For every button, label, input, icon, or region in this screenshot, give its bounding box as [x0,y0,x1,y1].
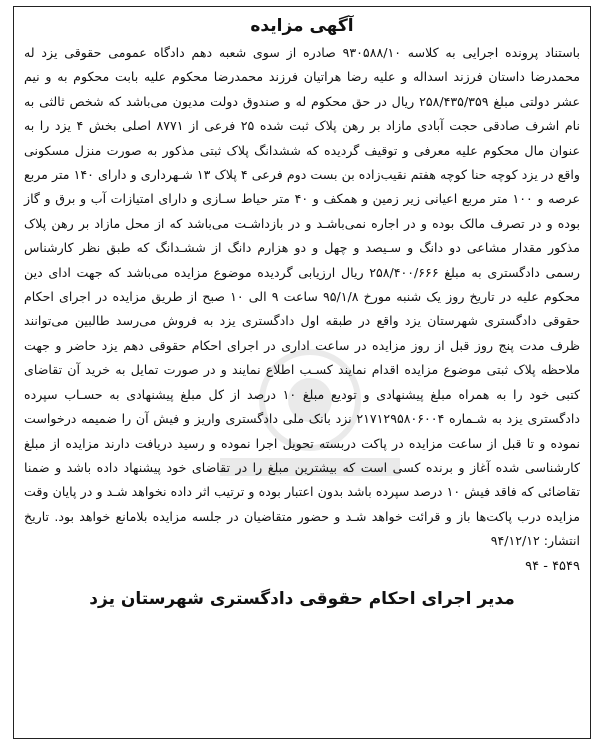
reference-number: ۴۵۴۹ - ۹۴ [525,558,580,574]
signature-line: مدیر اجرای احکام حقوقی دادگستری شهرستان یزد [89,588,515,609]
notice-body: باستناد پرونده اجرایی به کلاسه ۹۳۰۵۸۸/۱۰ صادره از سوی شعبه دهم دادگاه عمومی حقوقی یزد له محمدرضا داستان فرزند اسداله و علیه رضا هراتیان فرزند محمدرضا محکوم علیه بابت محکوم به و نیم عشر دولتی مبلغ ۲۵۸/۴۳۵/۳۵۹ ریال در حق محکوم له و صندوق دولت مدیون می‌باشد که شخص ثالثی به نام اشرف صادقی حجت آبادی مازاد بر رهن پلاک ثبت شده ۲۵ فرعی از ۸۷۷۱ اصلی بخش ۴ یزد را به عنوان مال محکوم علیه معرفی و توقیف گردیده که ششدانگ پلاک ثبتی مذکور به صورت منزل مسکونی واقع در یزد کوچه حنا کوچه هفتم نقیب‌زاده بن بست دوم فرعی ۴ پلاک ۱۳ شـهرداری و دارای ۱۴۰ متر مربع عرصه و ۱۰۰ متر مربع اعیانی زیر زمین و همکف و ۴۰ متر حیاط سـازی و دارای امتیازات آب و برق و گاز بوده و در تصرف مالک بوده و در اجاره نمی‌باشـد و در بازداشـت می‌باشد که از محل مازاد بر رهن پلاک مذکور مقدار مشاعی دو دانگ و سـیصد و چهل و دو هزارم دانگ از ششـدانگ که طبق نظر کارشناس رسمی دادگستری به مبلغ ۲۵۸/۴۰۰/۶۶۶ ریال ارزیابی گردیده موضوع مزایده می‌باشد که جهت ادای دین محکوم علیه در تاریخ روز یک شنبه مورخ ۹۵/۱/۸ ساعت ۹ الی ۱۰ صبح از طریق مزایده در اجرای احکام حقوقی دادگستری شهرستان یزد واقع در طبقه اول دادگستری یزد به فروش می‌رسد طالبین می‌توانند ظرف مدت پنج روز قبل از روز مزایده در ساعت اداری در اجرای احکام حقوقی دهم یزد حاضر و جهت ملاحظه پلاک ثبتی موضوع مزایده اقدام نمایند کسـب اطلاع نمایند و در صورت تمایل به خرید آن تقاضای کتبی خود را به همراه مبلغ پیشنهادی و تودیع مبلغ ۱۰ درصد از کل مبلغ پیشنهادی به حسـاب سپرده دادگستری یزد به شـماره ۲۱۷۱۲۹۵۸۰۶۰۰۴ نزد بانک ملی دادگستری واریز و فیش آن را ضمیمه درخواست نموده و تا قبل از ساعت مزایده در پاکت دربسته تحویل اجرا نموده و رسید دریافت دارند مزایده از مبلغ کارشناسی شده آغاز و برنده کسی است که بیشترین مبلغ را در تقاضای خود پیشنهاد داده باشد و ضمنا تقاضائی که فاقد فیش ۱۰ درصد سپرده باشد بدون اعتبار بوده و ترتیب اثر داده نخواهد شـد و در پایان وقت مزایده درب پاکت‌ها باز و قرائت خواهد شـد و حضور متقاضیان در جلسه مزایده بلامانع خواهد بود. تاریخ انتشار: ۹۴/۱۲/۱۲ [24,45,580,549]
notice-title: آگهی مزایده [250,16,354,36]
auction-notice [13,6,591,739]
